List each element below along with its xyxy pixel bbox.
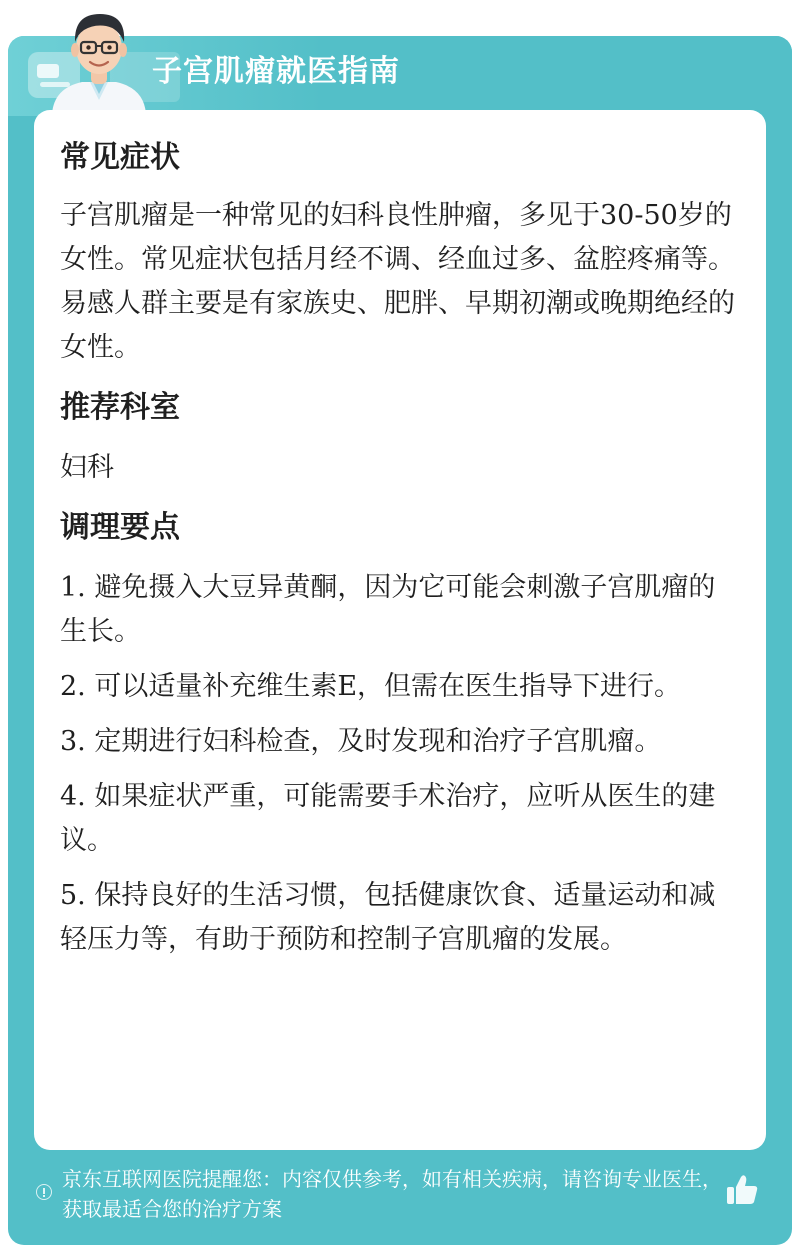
symptoms-heading: 常见症状 [60,140,180,175]
tip-item: 5. 保持良好的生活习惯，包括健康饮食、适量运动和减轻压力等，有助于预防和控制子宫肌瘤的发展。 [60,880,716,955]
tips-heading: 调理要点 [60,510,180,545]
info-icon [36,1184,52,1200]
footer [36,1164,776,1234]
tip-item: 2. 可以适量补充维生素E，但需在医生指导下进行。 [60,671,682,702]
guide-title: 子宫肌瘤就医指南 [152,54,400,89]
tip-item: 4. 如果症状严重，可能需要手术治疗，应听从医生的建议。 [60,781,716,856]
tip-item: 1. 避免摄入大豆异黄酮，因为它可能会刺激子宫肌瘤的生长。 [60,572,716,647]
tips-list [60,566,738,962]
doctor-avatar-icon [44,4,154,114]
thumbs-up-icon[interactable] [724,1172,760,1208]
tip-item: 3. 定期进行妇科检查，及时发现和治疗子宫肌瘤。 [60,726,662,757]
symptoms-text: 子宫肌瘤是一种常见的妇科良性肿瘤，多见于30-50岁的女性。常见症状包括月经不调、经血过多、盆腔疼痛等。易感人群主要是有家族史、肥胖、早期初潮或晚期绝经的女性。 [60,200,735,363]
department-heading: 推荐科室 [60,390,180,425]
department-text: 妇科 [60,452,114,483]
content-card [34,110,766,1150]
disclaimer-text: 京东互联网医院提醒您：内容仅供参考，如有相关疾病，请咨询专业医生，获取最适合您的治疗方案 [62,1167,722,1221]
